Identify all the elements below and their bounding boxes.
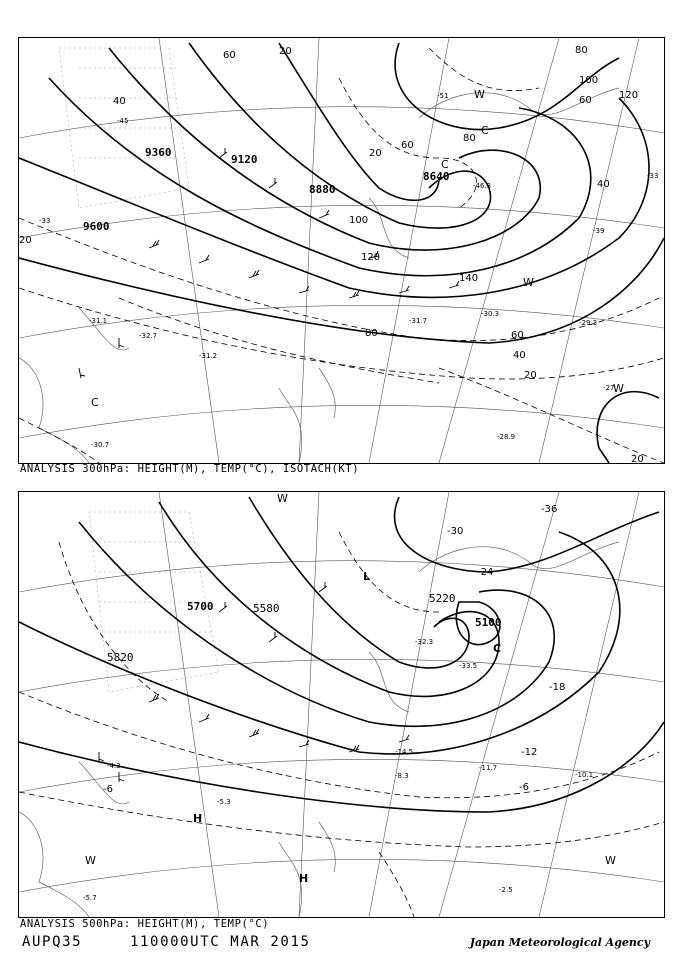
cold-center-symbol: C	[91, 396, 99, 409]
isotherm-label: -6	[519, 782, 529, 793]
temp-label: -30.7	[91, 441, 110, 449]
height-label-5700: 5700	[187, 600, 214, 613]
height-label-5580: 5580	[253, 602, 280, 615]
isotach-label: 40	[597, 179, 610, 190]
isotach-label: 20	[631, 454, 644, 463]
isotach-label: 40	[513, 350, 526, 361]
cold-center-symbol: C	[441, 158, 449, 171]
isotherm-label: -12	[521, 747, 538, 758]
isotach-label: 80	[575, 45, 588, 56]
isotherm-contours	[19, 48, 664, 463]
height-labels	[107, 592, 502, 664]
map-300hpa-svg	[19, 38, 664, 463]
temp-label: -33	[647, 172, 659, 180]
isotach-label: 20	[369, 148, 382, 159]
temp-label: -30.3	[481, 310, 500, 318]
analysis-300hpa-map	[18, 37, 665, 464]
temp-label: -45	[117, 117, 129, 125]
temp-label: -31.1	[89, 317, 108, 325]
map-500hpa-svg	[19, 492, 664, 917]
valid-time: 110000UTC MAR 2015	[130, 934, 311, 950]
height-label-5100: 5100	[475, 616, 502, 629]
temp-label: -2.5	[499, 886, 513, 894]
height-label-8640: 8640	[423, 170, 450, 183]
center-symbols	[91, 88, 624, 409]
isotherm-label: -6	[103, 784, 113, 795]
isotherm-label: -24	[477, 567, 494, 578]
caption-300hpa: ANALYSIS 300hPa: HEIGHT(M), TEMP(°C), ISOTACH(KT)	[20, 463, 360, 475]
temp-label: -31.2	[199, 352, 218, 360]
isotach-label: 80	[463, 133, 476, 144]
warm-center-symbol: W	[605, 854, 616, 867]
isotach-label: 80	[365, 328, 378, 339]
isotach-label: 60	[511, 330, 524, 341]
temp-label: -28.9	[497, 433, 516, 441]
isotach-label: 100	[349, 215, 369, 226]
temp-label: -32.3	[415, 638, 434, 646]
temp-label: -29.3	[579, 319, 598, 327]
temp-label: -27	[603, 384, 615, 392]
height-label-9600: 9600	[83, 220, 110, 233]
temp-label: -10.1	[575, 771, 594, 779]
temp-label: -5.7	[83, 894, 97, 902]
isotach-label: 60	[579, 95, 592, 106]
isotach-label: 140	[459, 273, 479, 284]
warm-center-symbol: W	[277, 492, 288, 505]
warm-center-symbol: W	[523, 276, 534, 289]
isotach-label: 60	[223, 50, 236, 61]
height-label-9360: 9360	[145, 146, 172, 159]
isotach-label: 60	[401, 140, 414, 151]
high-center-symbol: H	[193, 812, 203, 825]
low-center-symbol: L	[363, 570, 371, 583]
isotach-label: 120	[361, 252, 381, 263]
temp-label: -33.5	[459, 662, 478, 670]
isotach-label: 100	[579, 75, 599, 86]
analysis-500hpa-map	[18, 491, 665, 918]
warm-center-symbol: W	[474, 88, 485, 101]
temp-label: -51	[437, 92, 449, 100]
temp-label: -14.5	[395, 748, 414, 756]
chart-code: AUPQ35	[22, 934, 83, 950]
temp-label: -39	[593, 227, 605, 235]
cold-center-symbol: C	[493, 642, 502, 655]
temp-label: -33	[39, 217, 51, 225]
temp-label: -11.7	[479, 764, 498, 772]
temp-label: -4.3	[107, 762, 121, 770]
temp-label: -31.7	[409, 317, 428, 325]
cold-center-symbol: C	[481, 124, 489, 137]
height-label-5820: 5820	[107, 651, 134, 664]
isotach-label: 20	[19, 235, 32, 246]
isotach-label: 20	[524, 370, 537, 381]
warm-center-symbol: W	[613, 382, 624, 395]
agency-name: Japan Meteorological Agency	[469, 936, 650, 949]
temp-label: -8.3	[395, 772, 409, 780]
temperature-labels	[83, 638, 593, 902]
height-label-9120: 9120	[231, 153, 258, 166]
temp-label: -32.7	[139, 332, 158, 340]
caption-500hpa: ANALYSIS 500hPa: HEIGHT(M), TEMP(°C)	[20, 918, 270, 930]
isotherm-label: -30	[447, 526, 464, 537]
isotach-label: 120	[619, 90, 639, 101]
height-label-8880: 8880	[309, 183, 336, 196]
height-labels	[83, 146, 450, 233]
graticule	[19, 492, 664, 917]
isotherm-label: -36	[541, 504, 558, 515]
height-label-5220: 5220	[429, 592, 456, 605]
high-center-symbol: H	[299, 872, 309, 885]
isotach-label: 40	[113, 96, 126, 107]
temp-label: -46.3	[473, 182, 492, 190]
isotach-label: 20	[279, 46, 292, 57]
wind-barbs	[79, 148, 459, 378]
isotherm-label: -18	[549, 682, 566, 693]
center-symbols	[85, 492, 616, 885]
warm-center-symbol: W	[85, 854, 96, 867]
temp-label: -5.3	[217, 798, 231, 806]
